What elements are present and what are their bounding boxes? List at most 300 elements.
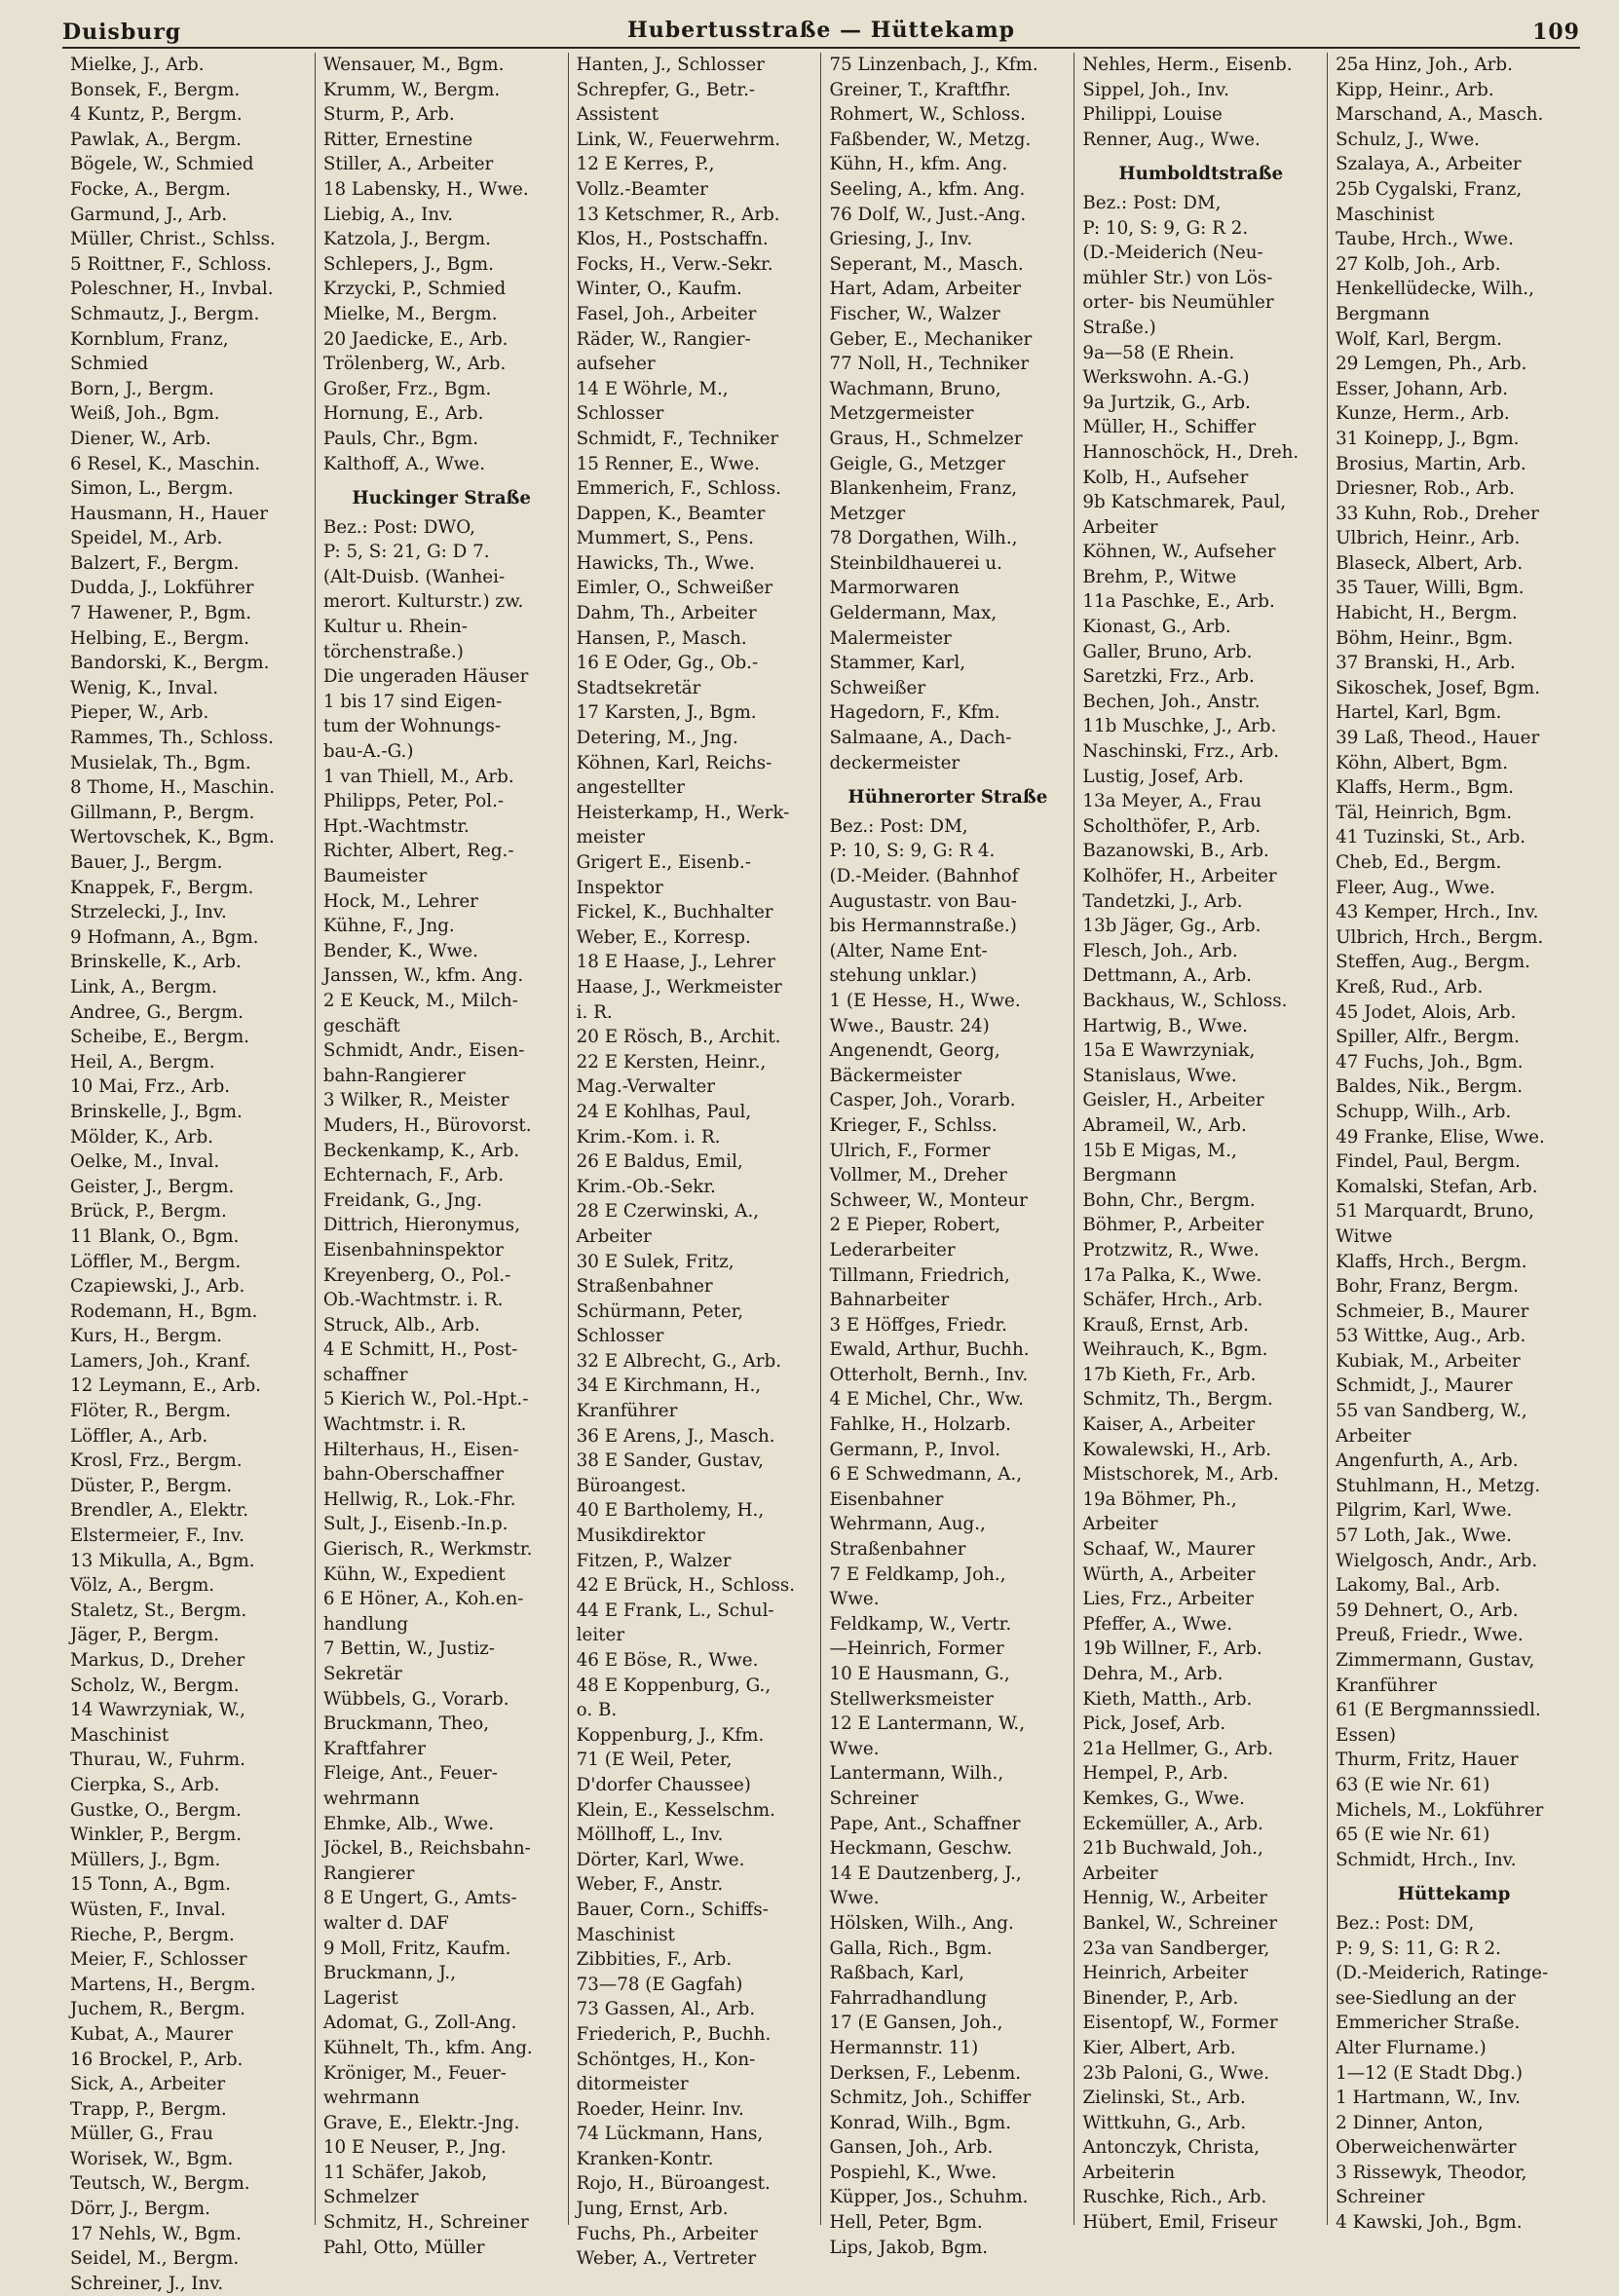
directory-entry: Fleige, Ant., Feuer- (322, 1763, 498, 1785)
directory-entry: Kranführer (1336, 1675, 1437, 1696)
directory-entry: Katzola, J., Bergm. (322, 229, 491, 250)
directory-entry: Wielgosch, Andr., Arb. (1336, 1550, 1538, 1571)
page-number: 109 (1532, 19, 1580, 45)
directory-entry: Stammer, Karl, (829, 653, 966, 674)
directory-entry: Sippel, Joh., Inv. (1082, 79, 1229, 100)
directory-entry: Pieper, W., Arb. (70, 702, 209, 724)
directory-entry: Esser, Johann, Arb. (1336, 378, 1509, 399)
directory-entry: 78 Dorgathen, Wilh., (829, 528, 1018, 549)
directory-entry: Müller, G., Frau (70, 2124, 213, 2145)
directory-entry: Kornblum, Franz, (70, 328, 229, 350)
directory-entry: Focke, A., Bergm. (70, 178, 231, 200)
directory-entry: Rojo, H., Büroangest. (576, 2173, 771, 2195)
directory-entry: Muders, H., Bürovorst. (322, 1114, 532, 1136)
directory-entry: 17a Palka, K., Wwe. (1082, 1264, 1262, 1286)
directory-entry: 4 E Schmitt, H., Post- (322, 1339, 518, 1361)
directory-entry: 25a Hinz, Joh., Arb. (1336, 55, 1513, 75)
directory-entry: Maschinist (1336, 204, 1435, 225)
directory-entry: Sikoschek, Josef, Bgm. (1336, 677, 1541, 698)
directory-entry: Bez.: Post: DM, (1082, 192, 1222, 213)
directory-entry: 48 E Koppenburg, G., (576, 1675, 772, 1696)
directory-entry: Konrad, Wilh., Bgm. (829, 2112, 1012, 2133)
directory-entry: 35 Tauer, Willi, Bgm. (1336, 578, 1525, 599)
directory-entry: Wachmann, Bruno, (829, 378, 1001, 399)
directory-entry: Pilgrim, Karl, Wwe. (1336, 1500, 1513, 1522)
directory-entry: Vollz.-Beamter (576, 178, 708, 200)
directory-entry: Baldes, Nik., Bergm. (1336, 1076, 1524, 1098)
directory-entry: Ulrich, F., Former (829, 1140, 991, 1161)
directory-entry: Mummert, S., Pens. (576, 528, 754, 549)
directory-entry: Hart, Adam, Arbeiter (829, 279, 1022, 300)
directory-entry: Wwe., Baustr. 24) (829, 1015, 990, 1036)
directory-entry: 16 E Oder, Gg., Ob.- (576, 653, 759, 674)
directory-entry: 18 E Haase, J., Lehrer (576, 952, 775, 973)
directory-entry: Hartwig, B., Wwe. (1082, 1015, 1248, 1036)
directory-entry: 6 Resel, K., Maschin. (70, 453, 261, 474)
directory-entry: 8 Thome, H., Maschin. (70, 777, 276, 799)
directory-entry: Kemkes, G., Wwe. (1082, 1788, 1245, 1809)
directory-entry: Heisterkamp, H., Werk- (576, 802, 790, 823)
directory-entry: 9b Katschmarek, Paul, (1082, 492, 1287, 513)
directory-entry: Adomat, G., Zoll-Ang. (322, 2013, 517, 2034)
directory-entry: Rammes, Th., Schloss. (70, 728, 274, 749)
directory-entry: 26 E Baldus, Emil, (576, 1151, 743, 1173)
directory-entry: 63 (E wie Nr. 61) (1336, 1774, 1490, 1795)
directory-entry: Heinrich, Arbeiter (1082, 1963, 1249, 1984)
directory-entry: Inspektor (576, 877, 663, 898)
directory-entry: Hermannstr. 11) (829, 2037, 979, 2058)
directory-entry: geschäft (322, 1015, 400, 1036)
directory-entry: 3 E Höffges, Friedr. (829, 1314, 1007, 1336)
directory-entry: Knappek, F., Bergm. (70, 877, 254, 898)
directory-entry: 73 Gassen, Al., Arb. (576, 1999, 756, 2020)
directory-entry: Fickel, K., Buchhalter (576, 902, 773, 923)
directory-entry: Jöckel, B., Reichsbahn- (322, 1838, 531, 1860)
directory-entry: Bergmann (1336, 303, 1430, 324)
directory-entry: Friederich, P., Buchh. (576, 2023, 772, 2045)
directory-entry: Alter Flurname.) (1336, 2037, 1487, 2058)
directory-entry: 5 Roittner, F., Schloss. (70, 253, 272, 275)
directory-entry: Oberweichenwärter (1336, 2137, 1517, 2159)
directory-entry: Habicht, H., Bergm. (1336, 603, 1518, 624)
directory-entry: meister (576, 827, 645, 848)
directory-entry: Kipp, Heinr., Arb. (1336, 79, 1494, 100)
directory-entry: 3 Rissewyk, Theodor, (1336, 2162, 1527, 2183)
directory-entry: 21a Hellmer, G., Arb. (1082, 1738, 1274, 1759)
directory-entry: 76 Dolf, W., Just.-Ang. (829, 204, 1027, 225)
directory-entry: Weber, F., Anstr. (576, 1874, 724, 1896)
directory-entry: 14 Wawrzyniak, W., (70, 1700, 245, 1721)
directory-entry: Stadtsekretär (576, 677, 701, 698)
directory-entry: Hell, Peter, Bgm. (829, 2212, 983, 2234)
directory-entry: Dudda, J., Lokführer (70, 578, 254, 599)
directory-entry: 8 E Ungert, G., Amts- (322, 1888, 517, 1909)
directory-entry: Weber, A., Vertreter (576, 2248, 757, 2270)
directory-entry: 9 Hofmann, A., Bgm. (70, 926, 259, 948)
directory-entry: Lantermann, Wilh., (829, 1763, 1004, 1785)
directory-entry: Kier, Albert, Arb. (1082, 2037, 1236, 2058)
directory-entry: Trapp, P., Bergm. (70, 2098, 227, 2120)
directory-entry: Flöter, R., Bergm. (70, 1401, 232, 1422)
directory-entry: Schmitz, Joh., Schiffer (829, 2088, 1032, 2109)
directory-entry: walter d. DAF (322, 1912, 449, 1934)
directory-entry: Bender, K., Wwe. (322, 940, 478, 961)
directory-entry: Grigert E., Eisenb.- (576, 852, 751, 873)
directory-entry: Schreiner (829, 1788, 919, 1809)
directory-entry: Hornung, E., Arb. (322, 403, 484, 425)
directory-entry: Grave, E., Elektr.-Jng. (322, 2112, 520, 2133)
directory-entry: Pfeffer, A., Wwe. (1082, 1613, 1233, 1635)
directory-entry: Schöntges, H., Kon- (576, 2049, 756, 2070)
directory-entry: Simon, L., Bergm. (70, 478, 234, 500)
directory-entry: Andree, G., Bergm. (70, 1001, 244, 1023)
directory-entry: 73—78 (E Gagfah) (576, 1974, 743, 1995)
directory-entry: 1—12 (E Stadt Dbg.) (1336, 2062, 1524, 2084)
directory-entry: Krosl, Frz., Bergm. (70, 1450, 243, 1472)
street-heading: Hühnerorter Straße (847, 787, 1048, 809)
directory-entry: Müller, Christ., Schlss. (70, 229, 276, 250)
directory-entry: Straße.) (1082, 317, 1156, 338)
directory-entry: 14 E Dautzenberg, J., (829, 1863, 1022, 1884)
directory-entry: (D.-Meider. (Bahnhof (829, 866, 1019, 886)
directory-entry: Großer, Frz., Bgm. (322, 378, 492, 399)
directory-entry: Czapiewski, J., Arb. (70, 1276, 245, 1298)
directory-entry: Gansen, Joh., Arb. (829, 2137, 994, 2159)
directory-entry: Kunze, Herm., Arb. (1336, 403, 1510, 425)
directory-entry: Hawicks, Th., Wwe. (576, 552, 755, 574)
directory-entry: Abrameil, W., Arb. (1082, 1114, 1247, 1136)
directory-entry: Geisler, H., Arbeiter (1082, 1090, 1264, 1111)
directory-entry: 28 E Czerwinski, A., (576, 1201, 760, 1223)
directory-entry: 1 (E Hesse, H., Wwe. (829, 990, 1021, 1011)
directory-entry: Bohn, Chr., Bergm. (1082, 1189, 1256, 1211)
directory-entry: 57 Loth, Jak., Wwe. (1336, 1525, 1512, 1547)
directory-entry: 16 Brockel, P., Arb. (70, 2049, 244, 2070)
directory-entry: 44 E Frank, L., Schul- (576, 1600, 774, 1621)
directory-entry: Gustke, O., Bergm. (70, 1799, 242, 1821)
directory-entry: Steinbildhauerei u. (829, 552, 1002, 574)
directory-entry: 4 E Michel, Chr., Ww. (829, 1389, 1024, 1411)
directory-entry: Arbeiter (576, 1225, 652, 1247)
directory-column (569, 53, 822, 2270)
directory-entry: Wwe. (829, 1589, 880, 1610)
directory-entry: Straßenbahner (576, 1276, 713, 1298)
directory-entry: 20 Jaedicke, E., Arb. (322, 328, 508, 350)
directory-entry: Winkler, P., Bergm. (70, 1825, 243, 1846)
directory-entry: bis Hermannstraße.) (829, 916, 1017, 937)
directory-entry: Tandetzki, J., Arb. (1082, 890, 1243, 912)
directory-column (62, 53, 316, 2294)
directory-entry: Hansen, P., Masch. (576, 627, 747, 649)
directory-entry: Völz, A., Bergm. (70, 1575, 215, 1597)
directory-entry: Löffler, M., Bergm. (70, 1251, 242, 1272)
directory-entry: Metzgermeister (829, 403, 974, 425)
directory-entry: Casper, Joh., Vorarb. (829, 1090, 1016, 1111)
directory-entry: 65 (E wie Nr. 61) (1336, 1825, 1490, 1846)
directory-entry: 22 E Kersten, Heinr., (576, 1051, 767, 1073)
directory-entry: Speidel, M., Arb. (70, 528, 223, 549)
directory-entry: Steffen, Aug., Bergm. (1336, 952, 1530, 973)
directory-entry: Mistschorek, M., Arb. (1082, 1464, 1279, 1486)
directory-entry: Wenig, K., Inval. (70, 677, 219, 698)
directory-entry: merort. Kulturstr.) zw. (322, 591, 524, 613)
directory-entry: Maschinist (70, 1724, 169, 1746)
directory-entry: Poleschner, H., Invbal. (70, 279, 274, 300)
directory-entry: Maschinist (576, 1924, 675, 1945)
directory-entry: Zielinski, St., Arb. (1082, 2088, 1246, 2109)
directory-entry: Brinskelle, J., Bgm. (70, 1101, 243, 1122)
directory-entry: Müller, H., Schiffer (1082, 417, 1256, 438)
directory-entry: Kühne, F., Jng. (322, 916, 455, 937)
directory-entry: Raßbach, Karl, (829, 1963, 964, 1984)
directory-entry: Strzelecki, J., Inv. (70, 902, 227, 923)
directory-entry: Kaiser, A., Arbeiter (1082, 1414, 1256, 1436)
directory-entry: Michels, M., Lokführer (1336, 1799, 1544, 1821)
directory-entry: Böhm, Heinr., Bgm. (1336, 627, 1514, 649)
directory-entry: Krzycki, P., Schmied (322, 279, 507, 300)
directory-entry: 25b Cygalski, Franz, (1336, 178, 1523, 200)
directory-entry: (D.-Meiderich (Neu- (1082, 243, 1263, 264)
directory-entry: Schweer, W., Monteur (829, 1189, 1028, 1211)
directory-entry: Dettmann, A., Arb. (1082, 965, 1252, 987)
directory-entry: 1 bis 17 sind Eigen- (322, 691, 503, 712)
directory-entry: Staletz, St., Bergm. (70, 1600, 247, 1621)
directory-entry: Hilterhaus, H., Eisen- (322, 1439, 519, 1460)
directory-entry: Beckenkamp, K., Arb. (322, 1140, 520, 1161)
directory-entry: Koppenburg, J., Kfm. (576, 1724, 765, 1746)
directory-entry: 6 E Schwedmann, A., (829, 1464, 1023, 1486)
directory-entry: Schulz, J., Wwe. (1336, 129, 1480, 150)
directory-entry: Schmidt, Hrch., Inv. (1336, 1849, 1517, 1870)
directory-entry: Scholz, W., Bergm. (70, 1675, 240, 1696)
directory-entry: Arbeiter (1336, 1425, 1412, 1447)
directory-entry: Brosius, Martin, Arb. (1336, 453, 1526, 474)
directory-entry: Schlosser (576, 403, 664, 425)
directory-entry: 31 Koinepp, J., Bgm. (1336, 428, 1520, 449)
directory-entry: Essen) (1336, 1724, 1396, 1746)
directory-entry: 13 Ketschmer, R., Arb. (576, 204, 780, 225)
directory-entry: Driesner, Rob., Arb. (1336, 478, 1515, 500)
directory-entry: Klein, E., Kesselschm. (576, 1799, 775, 1821)
directory-entry: Kreß, Rud., Arb. (1336, 976, 1484, 997)
directory-entry: Binender, P., Arb. (1082, 1987, 1239, 2009)
directory-entry: 23a van Sandberger, (1082, 1938, 1270, 1959)
directory-entry: 38 E Sander, Gustav, (576, 1450, 764, 1472)
directory-entry: Lederarbeiter (829, 1239, 956, 1261)
street-heading: Humboldtstraße (1118, 164, 1284, 185)
directory-entry: 2 Dinner, Anton, (1336, 2112, 1484, 2133)
page-header (62, 14, 1580, 49)
directory-entry: törchenstraße.) (322, 641, 464, 662)
directory-entry: Wittkuhn, G., Arb. (1082, 2112, 1247, 2133)
directory-entry: Blaseck, Albert, Arb. (1336, 552, 1524, 574)
directory-entry: Kolb, H., Aufseher (1082, 467, 1249, 488)
header-street-range: Hubertusstraße — Hüttekamp (627, 18, 1015, 43)
directory-entry: deckermeister (829, 752, 960, 773)
directory-entry: Ewald, Arthur, Buchh. (829, 1339, 1030, 1361)
directory-entry: bahn-Rangierer (322, 1065, 466, 1086)
directory-entry: Malermeister (829, 627, 952, 649)
directory-entry: Stuhlmann, H., Metzg. (1336, 1475, 1541, 1496)
directory-entry: Eisenbahninspektor (322, 1239, 504, 1261)
directory-entry: Bruckmann, Theo, (322, 1713, 490, 1735)
directory-entry: P: 10, S: 9, G: R 4. (829, 841, 996, 862)
directory-entry: Metzger (829, 503, 906, 524)
directory-entry: 15 Renner, E., Wwe. (576, 453, 760, 474)
directory-entry: Graus, H., Schmelzer (829, 428, 1023, 449)
directory-entry: Galler, Bruno, Arb. (1082, 641, 1253, 662)
directory-entry: Stellwerksmeister (829, 1688, 994, 1710)
directory-entry: Bahnarbeiter (829, 1290, 950, 1311)
directory-entry: Renner, Aug., Wwe. (1082, 129, 1261, 150)
directory-entry: Rohmert, W., Schloss. (829, 104, 1026, 126)
directory-entry: Mag.-Verwalter (576, 1076, 716, 1098)
directory-entry: 15a E Wawrzyniak, (1082, 1040, 1256, 1062)
directory-entry: Geldermann, Max, (829, 603, 998, 624)
directory-entry: Freidank, G., Jng. (322, 1189, 482, 1211)
directory-entry: Arbeiterin (1082, 2162, 1176, 2183)
directory-entry: 2 E Keuck, M., Milch- (322, 990, 518, 1011)
directory-entry: Eckemüller, A., Arb. (1082, 1813, 1263, 1834)
directory-entry: Schmautz, J., Bergm. (70, 303, 260, 324)
directory-entry: tum der Wohnungs- (322, 716, 502, 737)
directory-entry: Lips, Jakob, Bgm. (829, 2237, 989, 2258)
directory-entry: Emmericher Straße. (1336, 2013, 1521, 2034)
directory-entry: Kröniger, M., Feuer- (322, 2062, 507, 2084)
directory-entry: Baumeister (322, 866, 428, 886)
directory-entry: 12 E Lantermann, W., (829, 1713, 1026, 1735)
street-heading: Huckinger Straße (352, 488, 532, 509)
directory-entry: Arbeiter (1082, 516, 1158, 538)
directory-entry: 53 Wittke, Aug., Arb. (1336, 1326, 1526, 1347)
directory-entry: 32 E Albrecht, G., Arb. (576, 1350, 782, 1372)
directory-entry: P: 9, S: 11, G: R 2. (1336, 1938, 1501, 1959)
directory-entry: Hempel, P., Arb. (1082, 1763, 1228, 1785)
directory-entry: Wertovschek, K., Bgm. (70, 827, 275, 848)
directory-entry: Klos, H., Postschaffn. (576, 229, 769, 250)
directory-entry: 18 Labensky, H., Wwe. (322, 178, 529, 200)
directory-entry: Marmorwaren (829, 578, 960, 599)
directory-entry: 47 Fuchs, Joh., Bgm. (1336, 1051, 1524, 1073)
directory-entry: Kieth, Matth., Arb. (1082, 1688, 1253, 1710)
directory-entry: Sult, J., Eisenb.-In.p. (322, 1514, 508, 1535)
directory-entry: Lakomy, Bal., Arb. (1336, 1575, 1501, 1597)
directory-entry: Schmelzer (322, 2187, 419, 2208)
directory-entry: Musielak, Th., Bgm. (70, 752, 251, 773)
directory-entry: 15b E Migas, M., (1082, 1140, 1237, 1161)
directory-entry: Müllers, J., Bgm. (70, 1849, 221, 1870)
directory-entry: 40 E Bartholemy, H., (576, 1500, 765, 1522)
directory-entry: 71 (E Weil, Peter, (576, 1750, 733, 1771)
directory-entry: Meier, F., Schlosser (70, 1949, 247, 1971)
directory-entry: Geigle, G., Metzger (829, 453, 1005, 474)
directory-entry: Mielke, J., Arb. (70, 55, 205, 75)
directory-entry: Scholthöfer, P., Arb. (1082, 815, 1261, 837)
directory-entry: Kühn, H., kfm. Ang. (829, 154, 1008, 175)
directory-entry: Schrepfer, G., Betr.- (576, 79, 756, 100)
directory-entry: Lustig, Josef, Arb. (1082, 766, 1244, 787)
directory-entry: Dörter, Karl, Wwe. (576, 1849, 745, 1870)
directory-entry: Bauer, J., Bergm. (70, 852, 223, 873)
directory-entry: Hennig, W., Arbeiter (1082, 1888, 1268, 1909)
directory-entry: Täl, Heinrich, Bgm. (1336, 802, 1513, 823)
directory-entry: Hagedorn, F., Kfm. (829, 702, 1000, 724)
directory-entry: Jäger, P., Bergm. (70, 1625, 219, 1646)
directory-entry: Wwe. (829, 1738, 880, 1759)
directory-entry: Emmerich, F., Schloss. (576, 478, 781, 500)
directory-entry: 34 E Kirchmann, H., (576, 1375, 762, 1397)
directory-entry: Kraftfahrer (322, 1738, 426, 1759)
directory-entry: Kühnelt, Th., kfm. Ang. (322, 2037, 533, 2058)
directory-entry: Born, J., Bergm. (70, 378, 214, 399)
directory-entry: Cheb, Ed., Bergm. (1336, 852, 1502, 873)
directory-entry: 17 Karsten, J., Bgm. (576, 702, 757, 724)
directory-entry: 6 E Höner, A., Koh.en- (322, 1589, 524, 1610)
directory-entry: Krauß, Ernst, Arb. (1082, 1314, 1249, 1336)
directory-entry: Thurau, W., Fuhrm. (70, 1750, 245, 1771)
directory-entry: Juchem, R., Bergm. (70, 1999, 245, 2020)
directory-entry: 55 van Sandberg, W., (1336, 1401, 1527, 1422)
directory-entry: 12 Leymann, E., Arb. (70, 1375, 261, 1397)
directory-entry: Pahl, Otto, Müller (322, 2237, 485, 2258)
directory-entry: Kranführer (576, 1401, 678, 1422)
directory-entry: 36 E Arens, J., Masch. (576, 1425, 775, 1447)
directory-entry: Cierpka, S., Arb. (70, 1774, 220, 1795)
directory-entry: Schlepers, J., Bgm. (322, 253, 494, 275)
directory-entry: Pauls, Chr., Bgm. (322, 428, 479, 449)
directory-entry: Jung, Ernst, Arb. (576, 2199, 729, 2220)
directory-entry: Galla, Rich., Bgm. (829, 1938, 993, 1959)
directory-entry: Arbeiter (1082, 1514, 1158, 1535)
directory-entry: Angenendt, Georg, (829, 1040, 1000, 1062)
directory-entry: Schmitz, H., Schreiner (322, 2212, 529, 2234)
directory-entry: 77 Noll, H., Techniker (829, 354, 1030, 375)
directory-entry: Komalski, Stefan, Arb. (1336, 1176, 1538, 1197)
directory-entry: Hölsken, Wilh., Ang. (829, 1912, 1014, 1934)
directory-entry: Weiß, Joh., Bgm. (70, 403, 220, 425)
directory-entry: Taube, Hrch., Wwe. (1336, 229, 1514, 250)
directory-column (316, 53, 569, 2258)
directory-entry: 61 (E Bergmannssiedl. (1336, 1700, 1541, 1721)
directory-entry: Heckmann, Geschw. (829, 1838, 1013, 1860)
directory-entry: Feldkamp, W., Vertr. (829, 1613, 1012, 1635)
directory-entry: 11 Schäfer, Jakob, (322, 2162, 488, 2183)
directory-entry: Zimmermann, Gustav, (1336, 1650, 1535, 1671)
directory-entry: 13 Mikulla, A., Bgm. (70, 1550, 255, 1571)
directory-entry: 3 Wilker, R., Meister (322, 1090, 509, 1111)
directory-entry: Fischer, W., Walzer (829, 303, 1000, 324)
directory-entry: (Alter, Name Ent- (829, 940, 988, 961)
directory-entry: Geber, E., Mechaniker (829, 328, 1033, 350)
directory-entry: Diener, W., Arb. (70, 428, 211, 449)
directory-entry: Ehmke, Alb., Wwe. (322, 1813, 495, 1834)
directory-entry: Sturm, P., Arb. (322, 104, 455, 126)
directory-entry: aufseher (576, 354, 656, 375)
directory-entry: Witwe (1336, 1225, 1393, 1247)
directory-entry: 21b Buchwald, Joh., (1082, 1838, 1263, 1860)
directory-entry: Preuß, Friedr., Wwe. (1336, 1625, 1524, 1646)
directory-entry: 59 Dehnert, O., Arb. (1336, 1600, 1519, 1621)
directory-entry: 9a Jurtzik, G., Arb. (1082, 392, 1251, 413)
directory-entry: Hock, M., Lehrer (322, 890, 478, 912)
directory-entry: orter- bis Neumühler (1082, 292, 1274, 314)
directory-entry: 39 Laß, Theod., Hauer (1336, 728, 1540, 749)
directory-entry: 41 Tuzinski, St., Arb. (1336, 827, 1526, 848)
directory-entry: Wolf, Karl, Bergm. (1336, 328, 1502, 350)
directory-entry: i. R. (576, 1001, 613, 1023)
directory-entry: Hannoschöck, H., Dreh. (1082, 441, 1299, 463)
directory-entry: wehrmann (322, 2088, 420, 2109)
